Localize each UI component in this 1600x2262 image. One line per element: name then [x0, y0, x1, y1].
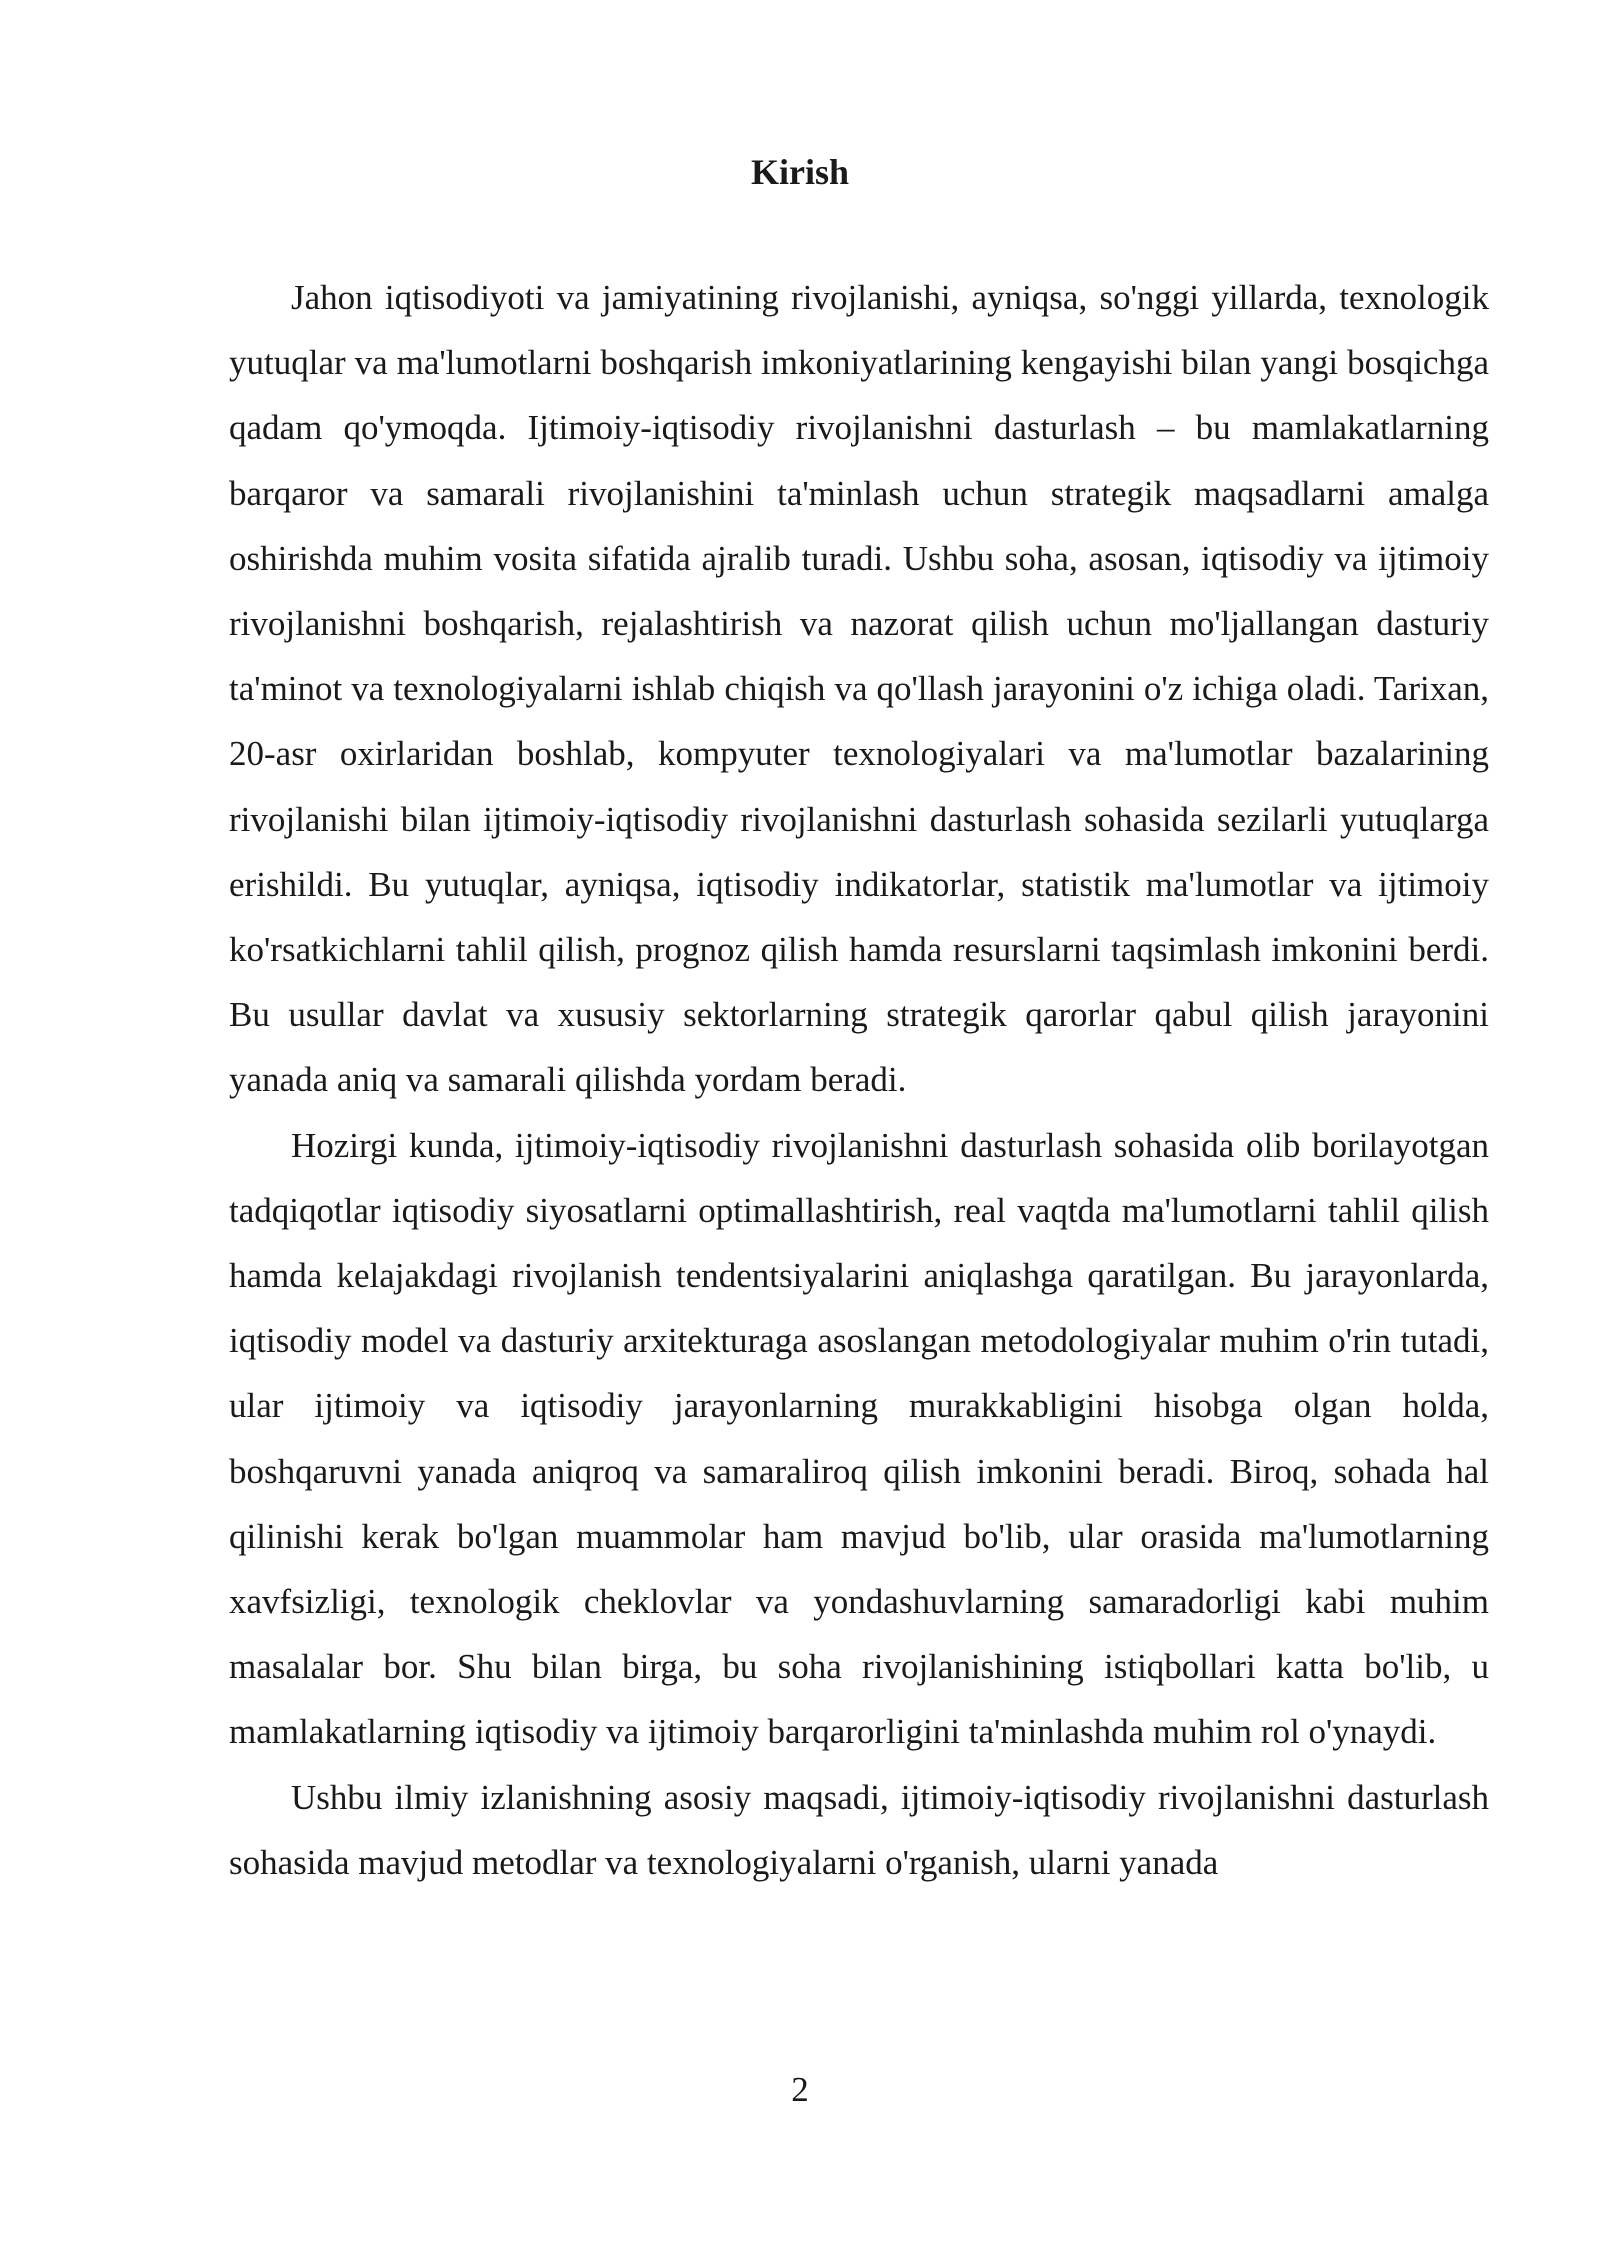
- page-number: 2: [791, 2070, 809, 2109]
- paragraph-3: Ushbu ilmiy izlanishning asosiy maqsadi, ijtimoiy-iqtisodiy rivojlanishni dasturlash sohasida mavjud metodlar va texnologiyalarni o'rganish, ularni yanada: [229, 1777, 1489, 1882]
- paragraph-1: Jahon iqtisodiyoti va jamiyatining rivojlanishi, ayniqsa, so'nggi yillarda, texnologik yutuqlar va ma'lumotlarni boshqarish imkoniyatlarining kengayishi bilan yangi bosqichga qadam qo'ymoqda. Ijtimoiy-iqtisodiy rivojlanishni dasturlash – bu mamlakatlarning barqaror va samarali rivojlanishini ta'minlash uchun strategik maqsadlarni amalga oshirishda muhim vosita sifatida ajralib turadi. Ushbu soha, asosan, iqtisodiy va ijtimoiy rivojlanishni boshqarish, rejalashtirish va nazorat qilish uchun mo'ljallangan dasturiy ta'minot va texnologiyalarni ishlab chiqish va qo'llash jarayonini o'z ichiga oladi. Tarixan, 20-asr oxirlaridan boshlab, kompyuter texnologiyalari va ma'lumotlar bazalarining rivojlanishi bilan ijtimoiy-iqtisodiy rivojlanishni dasturlash sohasida sezilarli yutuqlarga erishildi. Bu yutuqlar, ayniqsa, iqtisodiy indikatorlar, statistik ma'lumotlar va ijtimoiy ko'rsatkichlarni tahlil qilish, prognoz qilish hamda resurslarni taqsimlash imkonini berdi. Bu usullar davlat va xususiy sektorlarning strategik qarorlar qabul qilish jarayonini yanada aniq va samarali qilishda yordam beradi.: [229, 278, 1489, 1100]
- section-heading: Kirish: [750, 152, 849, 192]
- body-text: [229, 265, 1489, 1895]
- paragraph-2: Hozirgi kunda, ijtimoiy-iqtisodiy rivojlanishni dasturlash sohasida olib borilayotgan tadqiqotlar iqtisodiy siyosatlarni optimallashtirish, real vaqtda ma'lumotlarni tahlil qilish hamda kelajakdagi rivojlanish tendentsiyalarini aniqlashga qaratilgan. Bu jarayonlarda, iqtisodiy model va dasturiy arxitekturaga asoslangan metodologiyalar muhim o'rin tutadi, ular ijtimoiy va iqtisodiy jarayonlarning murakkabligini hisobga olgan holda, boshqaruvni yanada aniqroq va samaraliroq qilish imkonini beradi. Biroq, sohada hal qilinishi kerak bo'lgan muammolar ham mavjud bo'lib, ular orasida ma'lumotlarning xavfsizligi, texnologik cheklovlar va yondashuvlarning samaradorligi kabi muhim masalalar bor. Shu bilan birga, bu soha rivojlanishining istiqbollari katta bo'lib, u mamlakatlarning iqtisodiy va ijtimoiy barqarorligini ta'minlashda muhim rol o'ynaydi.: [229, 1125, 1489, 1752]
